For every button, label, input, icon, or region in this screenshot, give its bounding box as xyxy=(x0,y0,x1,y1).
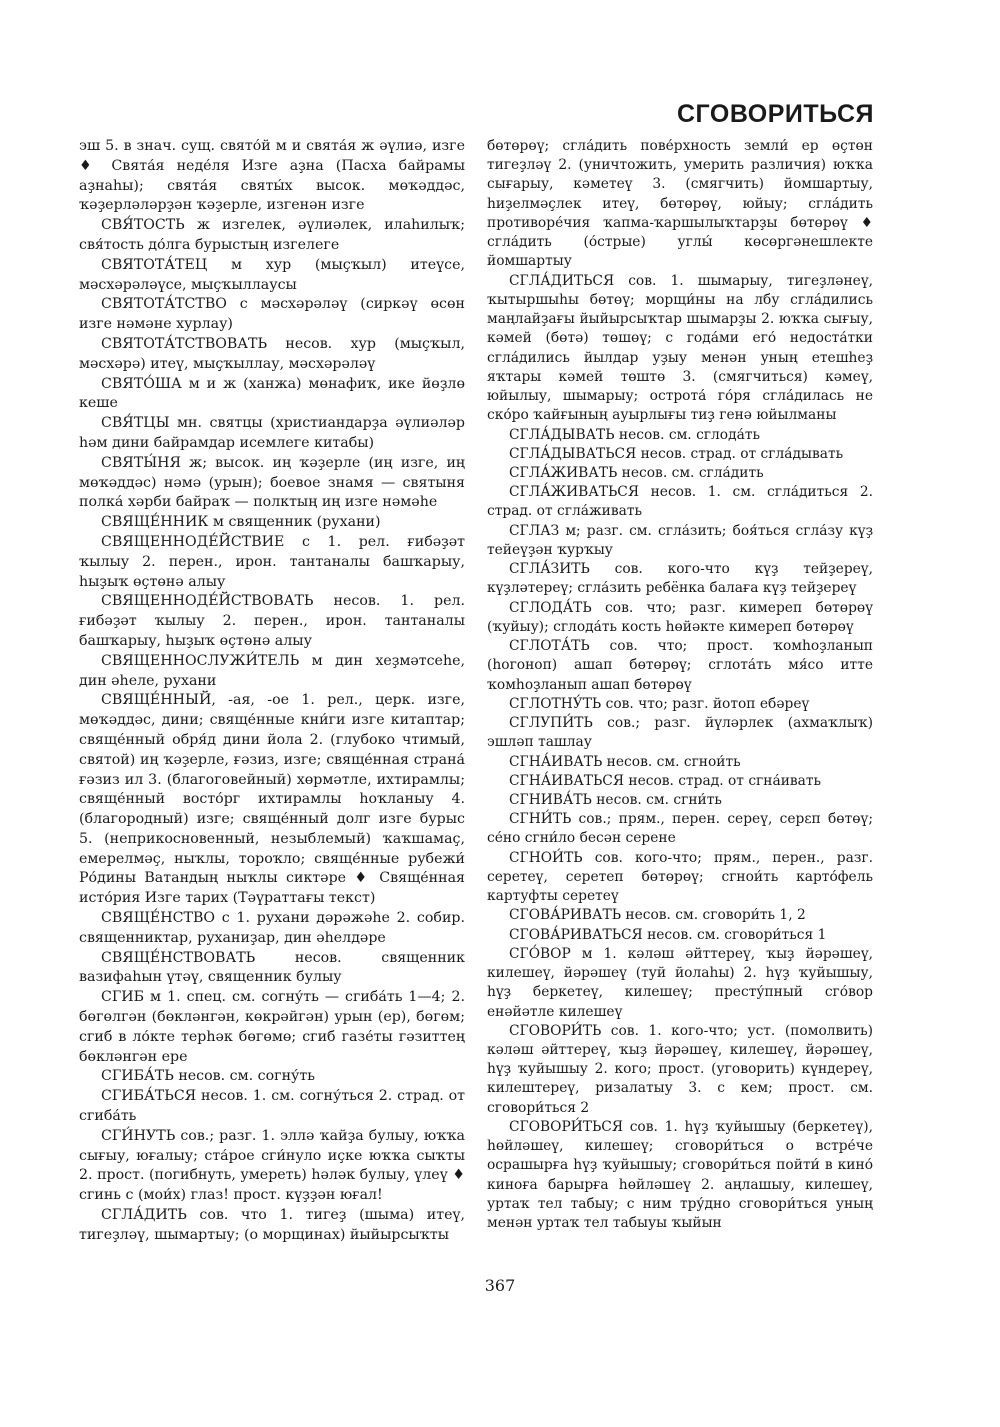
entry-text: СГНА́ИВАТЬ несов. см. сгнои́ть xyxy=(509,753,741,770)
entry-text: СГИБА́ТЬ несов. см. согну́ть xyxy=(101,1068,315,1085)
page-number: 367 xyxy=(484,1276,516,1295)
entry-text: СВЯТОТА́ТЕЦ м хур (мыҫҡыл) итеүсе, мәсхәрәләүсе, мыҫҡыллаусы xyxy=(79,256,465,293)
entry-text: СГЛУПИ́ТЬ сов.; разг. йүләрлек (ахмаҡлыҡ) эшләп ташлау xyxy=(487,715,873,751)
entry-text: СВЯТЫ́НЯ ж; высок. иң ҡәҙерле (иң изге, иң мөҡәддәс) нәмә (урын); боевое знамя — святыня полка́ хәрби байраҡ — полктың иң изге нәмәһе xyxy=(79,454,465,511)
entry-text: СГЛА́ДИТЬСЯ сов. 1. шымарыу, тигеҙләнеү, ҡытыршыһы бөтөү; морщи́ны на лбу сгла́дились маңлайҙағы йыйырсыҡтар шымарҙы 2. юҡҡа сығыу, кәмей (бөтә) төшөү; с года́ми его́ недоста́тки сгла́дились йылдар уҙыу менән уның етешһеҙ яҡтары кәмей төштө 3. (смягчиться) кәмеү, юйылыу, шымарыу; острота́ го́ря сгла́дилась не ско́ро ҡайғының ауырлығы тиҙ генә юйылманы xyxy=(487,272,873,424)
entry-text: СВЯ́ТЦЫ мн. святцы (христиандарҙа әүлиәләр һәм дини байрамдар исемлеге китабы) xyxy=(79,415,465,451)
entry-text: СГЛА́ЖИВАТЬСЯ несов. 1. см. сгла́диться 2. страд. от сгла́живать xyxy=(487,484,873,520)
entry-text: СВЯЩЕ́ННИК м священник (рухани) xyxy=(101,514,381,531)
entry-text: СГНА́ИВАТЬСЯ несов. страд. от сгна́ивать xyxy=(509,772,822,789)
entry-text: СГЛА́ЗИТЬ сов. кого-что күҙ тейҙереү, күҙләтереү; сгла́зить ребёнка балаға күҙ тейҙереү xyxy=(487,561,873,597)
entry-text: СГЛА́ДЫВАТЬ несов. см. сглода́ть xyxy=(509,426,760,443)
entry-text: СВЯТОТА́ТСТВОВАТЬ несов. хур (мыҫҡыл, мәсхәрә) итеү, мыҫҡыллау, мәсхәрәләү xyxy=(79,335,465,372)
entry-text: СГЛОТНУ́ТЬ сов. что; разг. йотоп ебәреү xyxy=(509,695,810,712)
entry-text: СВЯЩЕННОСЛУЖИ́ТЕЛЬ м дин хеҙмәтсеһе, дин әһеле, рухани xyxy=(79,652,465,689)
entry-text: СВЯ́ТОСТЬ ж изгелек, әүлиәлек, илаһилыҡ; свя́тость до́лга бурыстың изгелеге xyxy=(79,217,465,253)
entry-text: СВЯЩЕ́НСТВОВАТЬ несов. священник вазифаһын үтәү, священник булыу xyxy=(79,949,465,986)
right-column xyxy=(487,137,873,1233)
entry-text: СГЛАЗ м; разг. см. сгла́зить; боя́ться сгла́зу күҙ тейеүҙән ҡурҡыу xyxy=(487,522,873,558)
entry-text: эш 5. в знач. сущ. свято́й м и свята́я ж әүлиә, изге ♦ Свята́я неде́ля Изге аҙна (Пасха байрамы аҙнаһы); свята́я святы́х высок. мөҡәддәс, ҡәҙерләләрҙән ҡәҙерле, изгенән изге xyxy=(79,138,465,214)
entry-text: СГЛОДА́ТЬ сов. что; разг. кимереп бөтөрөү (ҡуйыу); сглода́ть кость һөйәкте кимереп бөтөрөү xyxy=(487,599,873,635)
entry-text: СГЛА́ЖИВАТЬ несов. см. сгла́дить xyxy=(509,464,764,481)
entry-text: СГЛА́ДЫВАТЬСЯ несов. страд. от сгла́дывать xyxy=(509,445,844,462)
entry-text: СВЯТО́ША м и ж (ханжа) мөнафиҡ, ике йөҙлө кеше xyxy=(79,375,465,412)
entry-text: СВЯТОТА́ТСТВО с мәсхәрәләү (сиркәү өсөн изге нәмәне хурлау) xyxy=(79,296,465,333)
entry-text: бөтөрөү; сгла́дить пове́рхность земли́ ер өҫтөн тигеҙләү 2. (уничтожить, умерить различия) юҡҡа сығарыу, кәметеү 3. (смягчить) йомшартыу, һиҙелмәҫлек итеү, бөтөрөү, юйыу; сгла́дить противоре́чия ҡапма-ҡаршылыҡтарҙы бөтөрөү ♦ сгла́дить (о́стрые) углы́ көсөргәнешлекте йомшартыу xyxy=(487,138,873,270)
entry-text: СГИБ м 1. спец. см. согну́ть — сгиба́ть 1—4; 2. бөгөлгән (бөкләнгән, көкрәйгән) урын (ер), бөгөм; сгиб в ло́кте терһәк бөгөмө; сгиб газе́ты гәзиттең бөкләнгән ере xyxy=(79,989,465,1065)
entry-text: СГОВОРИ́ТЬ сов. 1. кого-что; уст. (помолвить) кәләш әйттереү, ҡыҙ йәрәшеү, килешеү, йәрәшеү, һүҙ ҡуйышыу 2. кого; прост. (уговорить) күндереү, килештереү, ризалатыу 3. с кем; прост. см. сговори́ться 2 xyxy=(487,1022,873,1116)
entry-text: СГЛА́ДИТЬ сов. что 1. тигеҙ (шыма) итеү, тигеҙләү, шымартыу; (о морщинах) йыйырсыҡты xyxy=(79,1207,465,1243)
entry-text: СГНИ́ТЬ сов.; прям., перен. сереү, серεп бөтөү; се́но сгни́ло бесән серене xyxy=(487,811,873,847)
entry-text: СВЯЩЕ́НСТВО с 1. рухани дәрәжәһе 2. собир. священниктар, руханиҙар, дин әһелдәре xyxy=(79,910,465,946)
entry-text: СГОВОРИ́ТЬСЯ сов. 1. һүҙ ҡуйышыу (беркетеү), һөйләшеү, килешеү; сговори́ться о встре́че осрашырға һүҙ ҡуйышыу; сговори́ться пойти́ в кино́ киноға барырға һөйләшеү 2. аңлашыу, килешеү, уртаҡ тел табыу; с ним тру́дно сговори́ться уның менән уртаҡ тел табыуы ҡыйын xyxy=(487,1118,873,1232)
entry-text: СГОВА́РИВАТЬСЯ несов. см. сговори́ться 1 xyxy=(509,926,827,943)
entry-text: СГИБА́ТЬСЯ несов. 1. см. согну́ться 2. страд. от сгиба́ть xyxy=(79,1088,465,1125)
left-column xyxy=(79,137,465,1246)
entry-text: СГЛОТА́ТЬ сов. что; прост. ҡомһоҙланып (һогоноп) ашап бөтөрөү; сглота́ть мя́со итте ҡомһоҙланып ашап бөтөрөү xyxy=(487,638,873,693)
entry-text: СГНИВА́ТЬ несов. см. сгни́ть xyxy=(509,791,722,808)
running-head: СГОВОРИТЬСЯ xyxy=(676,100,874,128)
entry-text: СВЯЩЕ́ННЫЙ, -ая, -ое 1. рел., церк. изге, мөҡәддәс, дини; свяще́нные кни́ги изге китаптар; свяще́нный обря́д дини йола 2. (глубоко чтимый, святой) иң ҡәҙерле, ғәзиз, изге; свяще́нная страна́ ғәзиз ил 3. (благоговейный) хөрмәтле, ихтирамлы; свяще́нный восто́рг ихтирамлы һоҡланыу 4. (благородный) изге; свяще́нный долг изге бурыс 5. (неприкосновенный, незыблемый) ҡаҡшамаҫ, емерелмәҫ, ныҡлы, тороҡло; свяще́нные рубежи́ Ро́дины Ватандың ныҡлы сиктәре ♦ Свяще́нная исто́рия Изге тарих (Тәүраттағы текст) xyxy=(79,692,465,907)
entry-text: СВЯЩЕННОДЕ́ЙСТВИЕ с 1. рел. ғибәҙәт ҡылыу 2. перен., ирон. тантаналы башҡарыу, һыҙыҡ өҫтөнә алыу xyxy=(79,533,465,590)
entry-text: СВЯЩЕННОДЕ́ЙСТВОВАТЬ несов. 1. рел. ғибәҙәт ҡылыу 2. перен., ирон. тантаналы башҡарыу, һыҙыҡ өҫтөнә алыу xyxy=(79,593,465,649)
entry-text: СГНОИ́ТЬ сов. кого-что; прям., перен., разг. серетеү, серетеп бөтөрөү; сгнои́ть карто́фель картуфты серетеү xyxy=(487,849,873,905)
entry-text: СГО́ВОР м 1. кәләш әйттереү, ҡыҙ йәрәшеү, килешеү, йәрәшеү (туй йолаһы) 2. һүҙ ҡуйышыу, һүҙ беркетеү, килешеү; престу́пный сго́вор енәйәтле килешеү xyxy=(487,945,873,1020)
entry-text: СГИ́НУТЬ сов.; разг. 1. эллә ҡайҙа булыу, юҡҡа сығыу, юғалыу; ста́рое сги́нуло иҫке юҡҡа сыҡты 2. прост. (погибнуть, умереть) һәләк булыу, үлеү ♦ сгинь с (мои́х) глаз! прост. күҙҙән юғал! xyxy=(79,1127,465,1204)
entry-text: СГОВА́РИВАТЬ несов. см. сговори́ть 1, 2 xyxy=(509,907,806,924)
